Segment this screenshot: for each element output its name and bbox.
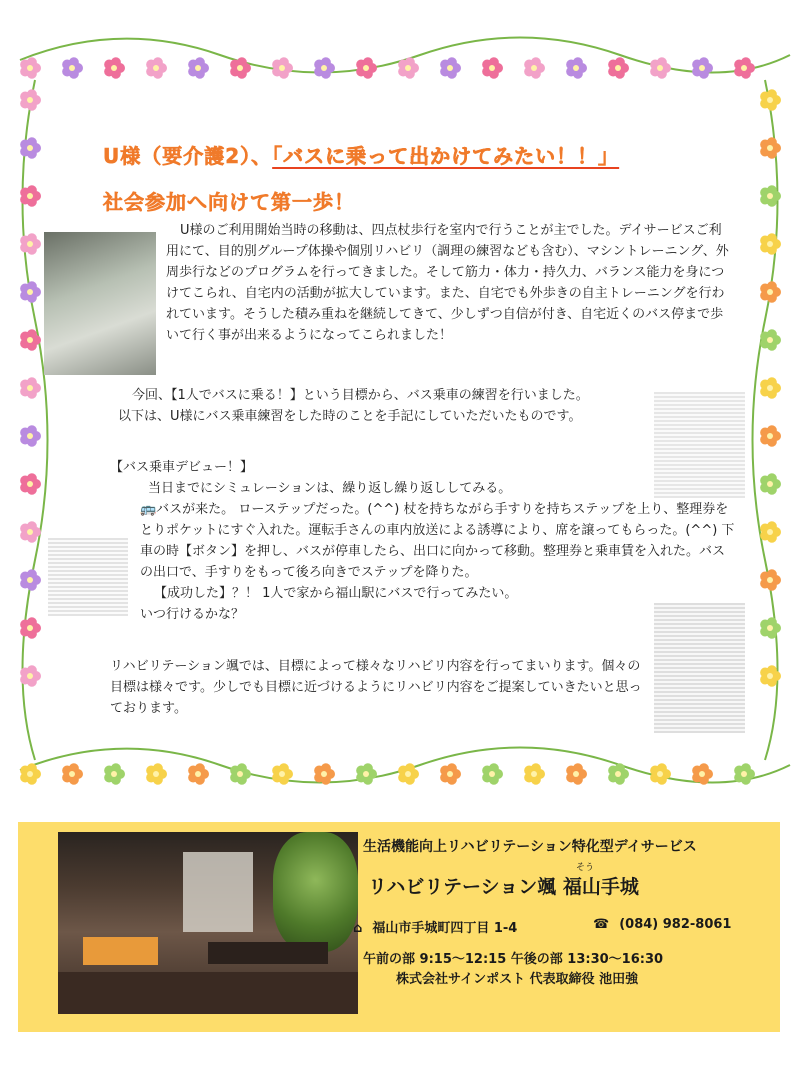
paragraph-intro: U様のご利用開始当時の移動は、四点杖歩行を室内で行うことが主でした。デイサービスご利用にて、目的別グループ体操や個別リハビリ（調理の練習なども含む）、マシントレーニング、外周歩行などのプログラムを行ってきました。そして筋力・体力・持久力、バランス能力を身につけてこられ、自宅内の活動が拡大しています。また、自宅でも外歩きの自主トレーニングを行われています。そうした積み重ねを継続してきて、少しずつ自信が付き、自宅近くのバス停まで歩いて行く事が出来るようになってこられました！ [166,223,729,343]
paragraph-closing: リハビリテーション颯では、目標によって様々なリハビリ内容を行ってまいります。個々の目標は様々です。少しでも目標に近づけるようにリハビリ内容をご提案していきたいと思っております。 [110,659,642,716]
telephone-icon: ☎ [593,917,610,932]
company-info: 株式会社サインポスト 代表取締役 池田強 [396,972,639,987]
photo-user-walking [44,232,156,375]
article-subtitle: 社会参加へ向けて第一歩！ [103,190,355,214]
address: ⌂ 福山市手城町四丁目 1-4 [353,921,518,936]
paragraph-diary: 当日までにシミュレーションは、繰り返し繰り返ししてみる。 🚌バスが来た。 ローステップだった。(^^) 杖を持ちながら手すりを持ちステップを上り、整理券をとりポケットにすぐ入れた。運転手さんの車内放送による誘導により、席を譲ってもらった。(^^) 下車の時【ボタン】を押し、バスが停車したら、出口に向かって移動。整理券と乗車賃を入れた。バスの出口で、手すりをもって後ろ向きでステップを降りた。 【成功した】？！ 1人で家から福山駅にバスで行ってみたい。 いつ行けるかな？ [140,481,735,622]
business-hours: 午前の部 9:15～12:15 午後の部 13:30～16:30 [363,952,664,967]
ruby-text: そう [576,863,595,873]
home-icon: ⌂ [353,921,363,936]
facility-name: リハビリテーション颯 福山手城 [368,876,639,898]
service-type: 生活機能向上リハビリテーション特化型デイサービス [363,839,697,855]
footer-banner [18,822,780,1032]
article-title: U様（要介護2）、「バスに乗って出かけてみたい！！」 [103,144,620,168]
section-heading: 【バス乗車デビュー！】 [110,460,254,475]
paragraph-goal: 今回、【1人でバスに乗る！】という目標から、バス乗車の練習を行いました。 以下は、U様にバス乗車練習をした時のことを手記にしていただいたものです。 [118,388,589,424]
photo-bus-handrail [48,538,128,616]
phone[interactable]: ☎ (084) 982-8061 [593,917,732,932]
facility-photo [58,832,358,1014]
